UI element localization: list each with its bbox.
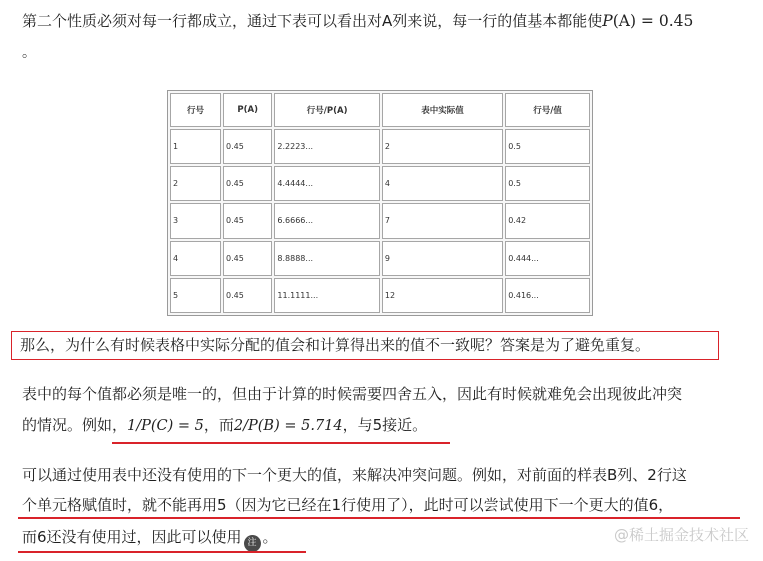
watermark: @稀土掘金技术社区 (613, 526, 749, 544)
paragraph-4-line-3 (22, 528, 278, 552)
table-cell: 3 (170, 203, 221, 238)
paragraph-1-text: 第二个性质必须对每一行都成立，通过下表可以看出对A列来说，每一行的值基本都能使 (22, 12, 603, 30)
math-p-symbol: P (602, 12, 613, 30)
paragraph-4-line-2: 个单元格赋值时，就不能再用5（因为它已经在1行使用了），此时可以尝试使用下一个更大的值6， (22, 496, 674, 514)
table-cell: 1 (170, 129, 221, 164)
table-cell: 0.45 (223, 166, 272, 201)
table-cell: 12 (382, 278, 503, 313)
note-icon[interactable]: 注 (244, 535, 261, 552)
probability-table (167, 90, 593, 316)
table-header-row (170, 93, 590, 127)
table-row (170, 129, 590, 164)
paragraph-1-line-2: 。 (22, 45, 36, 61)
table-cell: 0.45 (223, 241, 272, 276)
red-underline-2 (18, 517, 740, 519)
paragraph-3-line-1: 表中的每个值都必须是唯一的，但由于计算的时候需要四舍五入，因此有时候就难免会出现彼此冲突 (22, 385, 683, 403)
paragraph-3-prefix: 的情况。例如， (22, 416, 128, 434)
table-cell: 0.5 (505, 166, 590, 201)
table-cell: 6.6666... (274, 203, 379, 238)
table-cell: 2 (170, 166, 221, 201)
paragraph-4-line-1: 可以通过使用表中还没有使用的下一个更大的值，来解决冲突问题。例如，对前面的样表B列、2行这 (22, 466, 687, 484)
table-cell: 2.2223... (274, 129, 379, 164)
red-underline-3 (18, 551, 306, 553)
table-cell: 0.45 (223, 278, 272, 313)
table-cell: 0.42 (505, 203, 590, 238)
table-cell: 0.5 (505, 129, 590, 164)
table-cell: 4 (170, 241, 221, 276)
table-row (170, 241, 590, 276)
paragraph-2: 那么，为什么有时候表格中实际分配的值会和计算得出来的值不一致呢？答案是为了避免重复。 (20, 336, 651, 354)
paragraph-3-line-2 (22, 416, 427, 436)
table-cell: 7 (382, 203, 503, 238)
math-expression-1: 1/P(C) = 5 (127, 418, 204, 434)
table (168, 91, 592, 315)
table-cell: 11.1111... (274, 278, 379, 313)
paragraph-3-mid: ，而 (203, 416, 234, 434)
red-underline-1 (112, 442, 450, 444)
table-cell: 4 (382, 166, 503, 201)
header-row-number: 行号 (170, 93, 221, 127)
header-row-div-value: 行号/值 (505, 93, 590, 127)
table-row (170, 278, 590, 313)
table-row (170, 166, 590, 201)
header-actual-value: 表中实际值 (382, 93, 503, 127)
paragraph-1-line-1 (22, 12, 693, 31)
table-cell: 5 (170, 278, 221, 313)
paragraph-4-line-3-end: 。 (262, 528, 278, 546)
table-row (170, 203, 590, 238)
table-cell: 4.4444... (274, 166, 379, 201)
table-cell: 0.444... (505, 241, 590, 276)
paragraph-4-line-3-text: 而6还没有使用过，因此可以使用 (22, 528, 242, 546)
table-cell: 8.8888... (274, 241, 379, 276)
table-cell: 0.416... (505, 278, 590, 313)
paragraph-3-suffix: ，与5接近。 (342, 416, 428, 434)
math-p-a (602, 12, 693, 30)
header-p-a: P(A) (223, 93, 272, 127)
math-expression-2: 2/P(B) = 5.714 (233, 418, 343, 434)
math-p-value: (A) = 0.45 (612, 12, 694, 30)
header-row-div-p: 行号/P(A) (274, 93, 379, 127)
table-cell: 9 (382, 241, 503, 276)
table-cell: 0.45 (223, 129, 272, 164)
table-cell: 2 (382, 129, 503, 164)
table-cell: 0.45 (223, 203, 272, 238)
